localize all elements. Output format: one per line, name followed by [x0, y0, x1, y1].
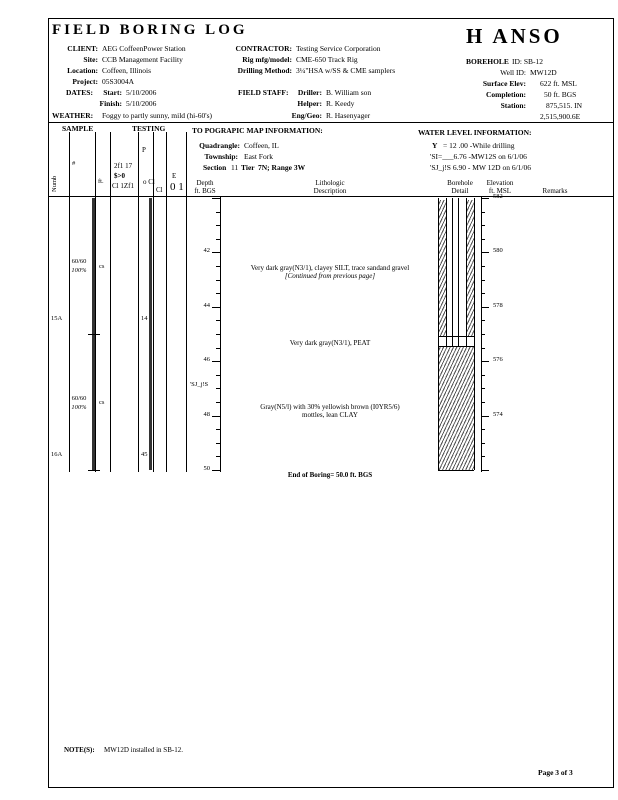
well-label: Well ID: — [500, 68, 526, 77]
driller-label: Driller: — [297, 88, 322, 97]
rig-label: Rig mfg/model: — [242, 55, 292, 64]
elev-minor-tick — [481, 239, 485, 240]
eng-label: Eng/Geo: — [291, 111, 322, 120]
testing-section-label: TESTING — [132, 124, 166, 133]
depth-minor-tick — [212, 470, 220, 471]
col-recovery-header: ft. — [98, 178, 104, 185]
sample-2-type: cs — [99, 399, 105, 406]
finish-value: 5/10/2006 — [126, 99, 157, 108]
quad-label: Quadrangle: — [199, 141, 240, 150]
tier-label: Tier — [241, 163, 255, 172]
depth-minor-tick — [216, 266, 220, 267]
depth-minor-tick — [216, 375, 220, 376]
elev-minor-tick — [481, 402, 485, 403]
depth-minor-tick — [216, 239, 220, 240]
project-value: 05S3004A — [102, 77, 135, 86]
water-level-3: 'SJ_j!S 6.90 - MW 12D on 6/1/06 — [430, 163, 532, 172]
client-label: CLIENT: — [67, 44, 98, 53]
location-value: Coffeen, Illinois — [102, 66, 152, 75]
depth-minor-tick — [216, 212, 220, 213]
eng-value: R. Hasenyager — [326, 111, 371, 120]
depth-minor-tick — [216, 334, 220, 335]
water-symbol: Y — [432, 141, 438, 150]
drilling-label: Drilling Method: — [237, 66, 292, 75]
col-t-header: 0 1 — [170, 181, 184, 193]
depth-minor-tick — [212, 252, 220, 253]
rig-value: CME-650 Track Rig — [296, 55, 358, 64]
site-value: CCB Management Facility — [102, 55, 183, 64]
finish-label: Finish: — [99, 99, 122, 108]
elev-minor-tick — [481, 416, 489, 417]
depth-minor-tick — [212, 416, 220, 417]
borehole-label: BOREHOLE — [466, 57, 509, 66]
elev-minor-tick — [481, 348, 485, 349]
page-title: FIELD BORING LOG — [52, 22, 248, 38]
weather-value: Foggy to partly sunny, mild (hi-60's) — [102, 111, 213, 120]
township-label: Township: — [204, 152, 238, 161]
elev-minor-tick — [481, 443, 485, 444]
dates-label: DATES: — [66, 88, 93, 97]
contractor-value: Testing Service Corporation — [296, 44, 381, 53]
elev-minor-tick — [481, 212, 485, 213]
sample-1-recovery: 60/60 — [71, 258, 87, 265]
borehole-id: ID: SB-12 — [512, 57, 544, 66]
elev-header-2: ft. MSL — [488, 187, 512, 195]
helper-label: Helper: — [297, 99, 322, 108]
completion-label: Completion: — [486, 90, 526, 99]
sample-1-pct: 100% — [71, 267, 87, 274]
page-number: Page 3 of 3 — [538, 768, 573, 777]
col-c-header: Cl 1Zf1 — [112, 182, 134, 190]
depth-minor-tick — [212, 198, 220, 199]
borehole-header-2: Detail — [451, 187, 469, 195]
sample-1-type: cs — [99, 263, 105, 270]
col-p-header: P — [142, 146, 146, 154]
depth-minor-tick — [216, 456, 220, 457]
depth-minor-tick — [212, 361, 220, 362]
elev-tick-label: 578 — [493, 301, 503, 309]
elev-minor-tick — [481, 361, 489, 362]
start-label: Start: — [103, 88, 122, 97]
notes-label: NOTE(S): — [64, 746, 95, 754]
testing-interval-bar — [149, 198, 152, 470]
elev-minor-tick — [481, 429, 485, 430]
litho-unit-1: Very dark gray(N3/1), clayey SILT, trace sandand gravel — [250, 264, 410, 272]
borehole-backfill-left — [438, 200, 446, 336]
elev-minor-tick — [481, 307, 489, 308]
sample-1-number: 15A — [51, 315, 63, 322]
quad-value: Coffeen, IL — [244, 141, 279, 150]
borehole-clay-fill — [438, 346, 474, 470]
col-b-header: $>0 — [114, 172, 125, 180]
surface-value: 622 ft. MSL — [540, 79, 577, 88]
elev-tick-label: 576 — [493, 356, 503, 364]
elev-minor-tick — [481, 293, 485, 294]
elev-minor-tick — [481, 198, 489, 199]
col-r-header: Cl — [156, 186, 163, 194]
water-level-2: 'SI=___6.76 -MW12S on 6/1/06 — [430, 152, 527, 161]
project-label: Project: — [72, 77, 98, 86]
depth-header: Depth — [196, 179, 214, 187]
col-s-header: E — [172, 172, 177, 180]
depth-tick-label: 42 — [203, 247, 210, 255]
litho-unit-1-note: [Continued from previous page] — [284, 272, 376, 280]
end-of-boring: End of Boring= 50.0 ft. BGS — [287, 471, 373, 479]
depth-minor-tick — [216, 348, 220, 349]
depth-axis — [220, 196, 221, 472]
topo-title: TO POGRAPIC MAP INFORMATION: — [192, 126, 323, 135]
helper-value: R. Keedy — [326, 99, 355, 108]
borehole-header-1: Borehole — [447, 179, 473, 187]
location-label: Location: — [67, 66, 98, 75]
staff-label: FIELD STAFF: — [238, 88, 289, 97]
col-type-header: # — [72, 160, 76, 167]
station-value: 875,515. IN — [546, 101, 583, 110]
sample-2-recovery: 60/60 — [71, 395, 87, 402]
depth-minor-tick — [216, 402, 220, 403]
sample-2-pct: 100% — [71, 404, 87, 411]
sample-section-label: SAMPLE — [62, 124, 94, 133]
elev-header-1: Elevation — [486, 179, 514, 187]
elev-minor-tick — [481, 470, 489, 471]
litho-header-1: Lithologic — [315, 179, 345, 187]
depth-minor-tick — [216, 225, 220, 226]
notes-value: MW12D installed in SB-12. — [104, 746, 183, 754]
water-title: WATER LEVEL INFORMATION: — [418, 128, 532, 137]
section-value: 11 — [231, 163, 239, 172]
depth-unit-header: ft. BGS — [194, 187, 216, 195]
section-label: Section — [203, 163, 227, 172]
start-value: 5/10/2006 — [126, 88, 157, 97]
col-a-header: 2f1 17 — [114, 162, 133, 170]
elev-minor-tick — [481, 320, 485, 321]
water-level-1: = 12 .00 -While drilling — [443, 141, 515, 150]
depth-minor-tick — [216, 429, 220, 430]
depth-minor-tick — [216, 388, 220, 389]
depth-minor-tick — [212, 307, 220, 308]
depth-tick-label: 46 — [203, 356, 210, 364]
elev-minor-tick — [481, 252, 489, 253]
driller-value: B. William son — [326, 88, 372, 97]
sample-2-number: 16A — [51, 451, 63, 458]
elev-minor-tick — [481, 280, 485, 281]
elev-minor-tick — [481, 334, 485, 335]
sample-2-blows: 45 — [141, 451, 148, 458]
client-value: AEG CoffeenPower Station — [102, 44, 186, 53]
litho-unit-3-line2: mottles, lean CLAY — [302, 411, 358, 419]
elev-minor-tick — [481, 388, 485, 389]
remarks-header: Remarks — [542, 187, 568, 195]
elev-tick-label: 582 — [493, 193, 503, 200]
depth-tick-label: 50 — [203, 465, 210, 472]
elev-tick-label: 574 — [493, 410, 503, 418]
drilling-value: 3¼"HSA w/SS & CME samplers — [296, 66, 396, 75]
township-value: East Fork — [244, 152, 273, 161]
elev-minor-tick — [481, 225, 485, 226]
borehole-backfill-right — [466, 200, 474, 336]
depth-minor-tick — [216, 293, 220, 294]
elev-minor-tick — [481, 456, 485, 457]
tier-value: 7N; Range 3W — [258, 163, 306, 172]
well-id: MW12D — [530, 68, 557, 77]
litho-unit-3: Gray(N5/l) with 30% yellowish brown (I0YR5/6) — [260, 403, 400, 411]
station-label: Station: — [500, 101, 526, 110]
depth-minor-tick — [216, 280, 220, 281]
sample-1-blows: 14 — [141, 315, 148, 322]
depth-tick-label: 48 — [203, 410, 210, 418]
completion-value: 50 ft. BGS — [544, 90, 577, 99]
col-number-header: Numb — [51, 175, 58, 192]
depth-minor-tick — [216, 443, 220, 444]
elev-tick-label: 580 — [493, 247, 503, 255]
depth-note: 'SJ_j!S — [190, 381, 209, 388]
litho-unit-2: Very dark gray(N3/1), PEAT — [289, 339, 371, 347]
col-q-header: o Cl — [143, 178, 155, 186]
litho-header-2: Description — [313, 187, 347, 195]
station-value-2: 2,515,900.6E — [540, 112, 581, 121]
weather-label: WEATHER: — [52, 111, 94, 120]
surface-label: Surface Elev: — [482, 79, 526, 88]
site-label: Site: — [83, 55, 98, 64]
depth-minor-tick — [216, 320, 220, 321]
elev-minor-tick — [481, 375, 485, 376]
depth-tick-label: 44 — [203, 301, 210, 309]
company-logo: H ANSO — [466, 24, 563, 48]
elev-minor-tick — [481, 266, 485, 267]
contractor-label: CONTRACTOR: — [235, 44, 292, 53]
